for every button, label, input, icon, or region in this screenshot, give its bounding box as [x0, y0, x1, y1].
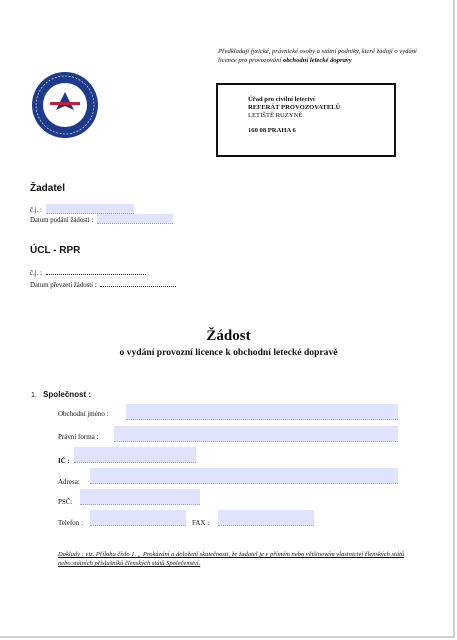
legal-form-input[interactable]: [114, 426, 398, 442]
legal-form-label: Právní forma :: [58, 433, 99, 441]
address-label: Adresa:: [58, 478, 80, 486]
psc-input[interactable]: [80, 489, 200, 505]
ucl-date-label: Datum převzetí žádosti :: [30, 282, 97, 289]
company-section-number: 1.: [31, 392, 37, 399]
company-name-label: Obchodní jméno :: [58, 410, 109, 418]
company-name-input[interactable]: [126, 404, 398, 420]
intro-main: Předkladají fyzické, právnické osoby a státní podniky, které žádají o vydání licence pro provozování: [218, 48, 417, 64]
phone-input[interactable]: [90, 510, 186, 526]
ucl-cj-field: [46, 268, 146, 275]
documents-note: Doklady : viz. Příloha číslo 1. „ Prokázání a doložení skutečnosti, že žadatel je v přímém nebo většinovém vlastnictví členských států nebo státních příslušníků členských států Společenství.: [58, 551, 405, 567]
phone-label: Telefon :: [58, 519, 83, 527]
intro-text: [218, 48, 418, 65]
document-title: Žádost: [206, 328, 251, 344]
address-input[interactable]: [90, 468, 398, 484]
address-line-4: 160 08 PRAHA 6: [248, 126, 296, 134]
applicant-cj-field[interactable]: [46, 204, 134, 214]
applicant-date-field[interactable]: [97, 214, 173, 224]
ic-label: IČ :: [58, 457, 70, 465]
address-line-2: REFERÁT PROVOZOVATELŮ: [248, 104, 341, 112]
address-box: [216, 83, 396, 157]
address-line-1: Úřad pro civilní letectví: [248, 96, 315, 103]
applicant-date-row: [30, 214, 173, 226]
applicant-heading: Žadatel: [30, 183, 66, 194]
ucl-date-field: [100, 280, 176, 287]
ucl-cj-label: č.j. :: [30, 270, 42, 277]
ucl-date-row: [30, 280, 176, 291]
fax-label: FAX :: [192, 519, 210, 527]
psc-label: PSČ:: [58, 498, 73, 506]
ucl-cj-row: [30, 268, 146, 279]
ucl-heading: ÚCL - RPR: [30, 245, 81, 256]
caa-logo-icon: [30, 70, 100, 140]
document-subtitle: o vydání provozní licence k obchodní letecké dopravě: [119, 347, 338, 358]
company-section-heading: [31, 390, 91, 399]
address-line-3: LETIŠTĚ RUZYNĚ: [248, 112, 303, 120]
company-section-label: Společnost :: [43, 390, 92, 399]
fax-input[interactable]: [218, 510, 314, 526]
ic-input[interactable]: [74, 447, 196, 463]
intro-emphasis: obchodní letecké dopravy: [282, 56, 352, 64]
applicant-cj-label: č.j. :: [30, 207, 42, 214]
applicant-date-label: Datum podání žádosti :: [30, 217, 94, 224]
